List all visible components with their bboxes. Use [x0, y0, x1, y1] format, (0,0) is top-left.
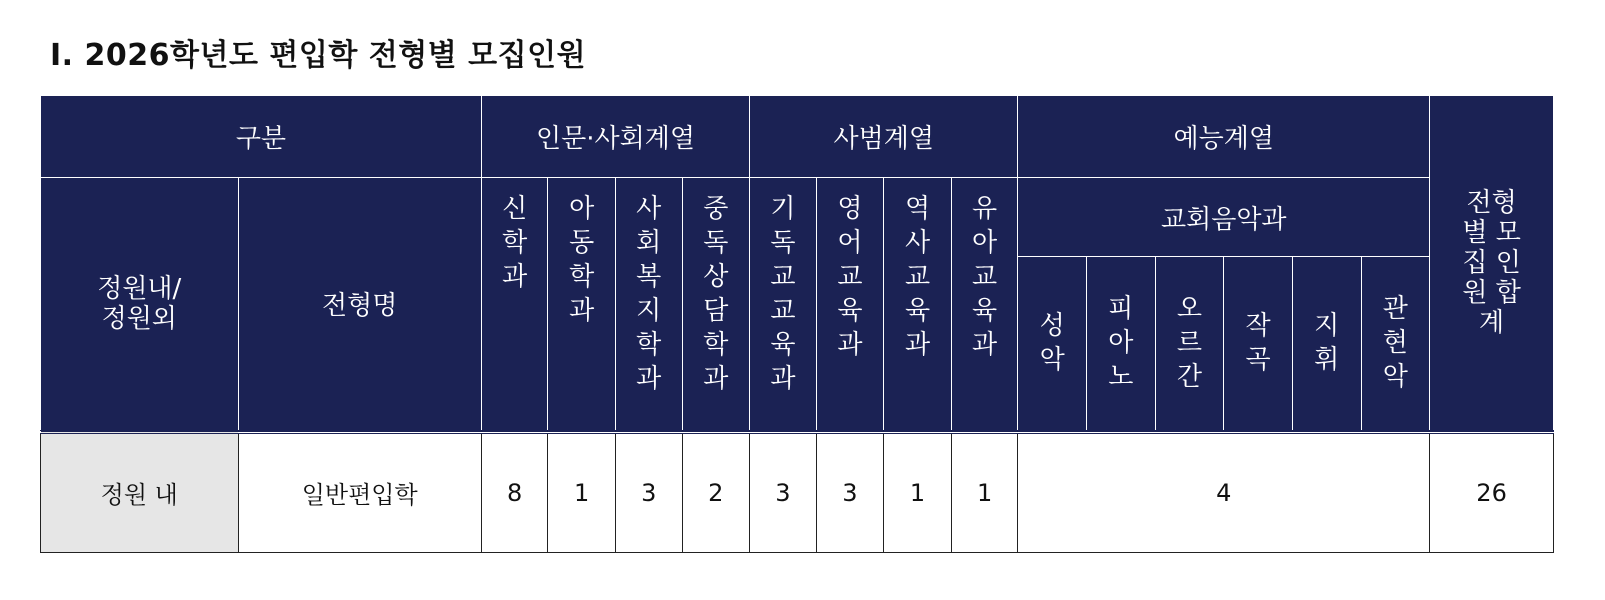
cell-early-child-ed: 1 [951, 432, 1018, 553]
header-dept-history-ed: 역사교육과 [884, 178, 952, 432]
header-major-piano: 피아노 [1087, 257, 1156, 432]
cell-child: 1 [548, 432, 616, 553]
cell-christian-ed: 3 [750, 432, 817, 553]
header-arts: 예능계열 [1018, 96, 1430, 178]
header-major-composition: 작곡 [1224, 257, 1293, 432]
header-quota-type: 정원내/ 정원외 [41, 178, 239, 432]
header-total: 전형별 모집 인원 합계 [1430, 96, 1554, 432]
page-title: Ⅰ. 2026학년도 편입학 전형별 모집인원 [50, 38, 587, 73]
cell-theology: 8 [481, 432, 548, 553]
recruitment-table [40, 95, 1554, 553]
header-dept-social-welfare: 사회복지학과 [615, 178, 682, 432]
cell-church-music: 4 [1018, 432, 1430, 553]
cell-admission-name: 일반편입학 [238, 432, 481, 553]
cell-total: 26 [1430, 432, 1554, 553]
cell-history-ed: 1 [884, 432, 952, 553]
header-dept-theology: 신학과 [481, 178, 548, 432]
header-dept-christian-ed: 기독교교육과 [750, 178, 817, 432]
header-admission-type: 전형명 [238, 178, 481, 432]
header-gubun: 구분 [41, 96, 482, 178]
header-major-vocal: 성악 [1018, 257, 1087, 432]
header-dept-english-ed: 영어교육과 [816, 178, 884, 432]
header-major-conducting: 지휘 [1292, 257, 1361, 432]
header-humanities: 인문·사회계열 [481, 96, 749, 178]
cell-addiction: 2 [682, 432, 750, 553]
header-dept-addiction: 중독상담학과 [682, 178, 750, 432]
header-major-organ: 오르간 [1155, 257, 1224, 432]
cell-english-ed: 3 [816, 432, 884, 553]
header-dept-early-child-ed: 유아교육과 [951, 178, 1018, 432]
cell-social-welfare: 3 [615, 432, 682, 553]
header-dept-child: 아동학과 [548, 178, 616, 432]
header-major-orchestral: 관현악 [1361, 257, 1430, 432]
cell-quota: 정원 내 [41, 432, 239, 553]
table-row [41, 432, 1554, 553]
header-church-music: 교회음악과 [1018, 178, 1430, 257]
header-education: 사범계열 [750, 96, 1018, 178]
